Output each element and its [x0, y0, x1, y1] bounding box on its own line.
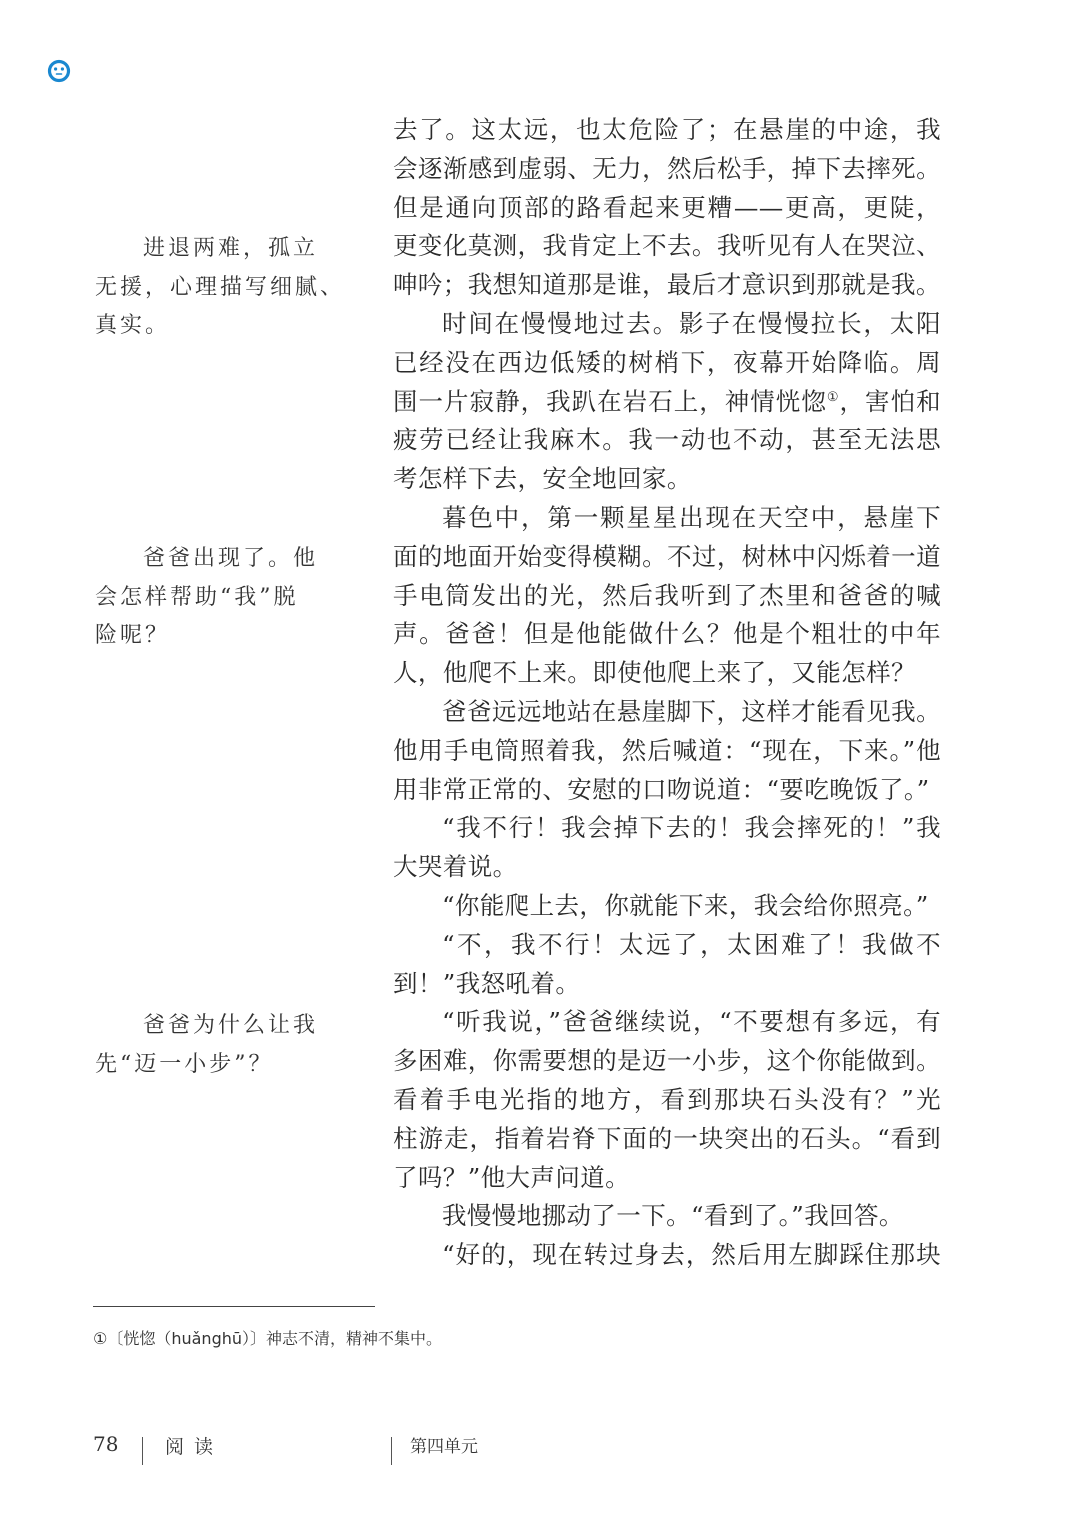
text-line-content: 多困难，你需要想的是迈一小步，这个你能做到。: [393, 1046, 941, 1076]
text-line: [393, 189, 941, 228]
text-line-content: 了吗？”他大声问道。: [393, 1162, 631, 1192]
text-line-content: 考怎样下去，安全地回家。: [393, 464, 692, 494]
text-line-content: 人，他爬不上来。即使他爬上来了，又能怎样？: [393, 658, 916, 688]
text-line: [393, 111, 941, 150]
margin-note-line: 真实。: [95, 313, 171, 338]
text-line: [393, 460, 941, 499]
page-number: 78: [93, 1432, 119, 1456]
text-line-content: ，害怕和: [839, 386, 941, 416]
text-line: [393, 1081, 941, 1120]
text-line-content: 暮色中，第一颗星星出现在天空中，悬崖下: [442, 502, 941, 532]
footer-unit-title: 第四单元: [410, 1437, 478, 1457]
text-line-content: 爸爸远远地站在悬崖脚下，这样才能看见我。: [442, 696, 941, 726]
text-line-content: 更变化莫测，我肯定上不去。我听见有人在哭泣、: [393, 231, 941, 261]
text-line-content: 时间在慢慢地过去。影子在慢慢拉长，太阳: [442, 308, 941, 338]
footer-section-title: 阅读: [165, 1436, 224, 1458]
text-line-content: 到！”我怒吼着。: [393, 968, 581, 998]
footer-separator: [391, 1437, 392, 1465]
text-line: [393, 499, 941, 538]
footnote: ①〔恍惚（huǎnghū）〕神志不清，精神不集中。: [93, 1329, 443, 1348]
text-line: [393, 266, 941, 305]
text-line-content: 会逐渐感到虚弱、无力，然后松手，掉下去摔死。: [393, 153, 941, 183]
text-line-content: 围一片寂静，我趴在岩石上，神情恍惚: [393, 386, 827, 416]
text-line: [393, 965, 941, 1004]
text-line: [393, 1003, 941, 1042]
text-line: [393, 771, 941, 810]
text-line-content: 用非常正常的、安慰的口吻说道：“要吃晚饭了。”: [393, 774, 930, 804]
margin-note-line: 险呢？: [95, 623, 171, 648]
text-line: [393, 227, 941, 266]
text-line: [393, 732, 941, 771]
margin-note: [95, 540, 327, 656]
text-line: [393, 577, 941, 616]
text-line: [393, 848, 941, 887]
main-text-body: [393, 111, 941, 1275]
text-line-content: “听我说，”爸爸继续说，“不要想有多远，有: [442, 1007, 941, 1037]
margin-note-line: 进退两难，孤立: [143, 236, 319, 261]
margin-note-line: 先“迈一小步”？: [95, 1051, 274, 1077]
text-line: [393, 421, 941, 460]
text-line: [393, 150, 941, 189]
text-line-content: 疲劳已经让我麻木。我一动也不动，甚至无法思: [393, 425, 941, 455]
text-line-content: 柱游走，指着岩脊下面的一块突出的石头。“看到: [393, 1123, 941, 1153]
text-line-content: 手电筒发出的光，然后我听到了杰里和爸爸的喊: [393, 580, 941, 610]
text-line-content: 我慢慢地挪动了一下。“看到了。”我回答。: [442, 1201, 904, 1231]
footnote-divider: [93, 1306, 375, 1307]
text-line-content: 呻吟；我想知道那是谁，最后才意识到那就是我。: [393, 270, 941, 300]
margin-note: [95, 1007, 327, 1084]
margin-note-line: 无援，心理描写细腻、: [95, 274, 346, 300]
text-line: [393, 887, 941, 926]
text-line-content: 面的地面开始变得模糊。不过，树林中闪烁着一道: [393, 541, 941, 571]
text-line: [393, 344, 941, 383]
footer-separator: [142, 1437, 143, 1465]
text-line: [393, 1197, 941, 1236]
footnote-marker: ①: [826, 389, 840, 405]
margin-note-line: 爸爸为什么让我: [143, 1013, 319, 1038]
text-line-content: “你能爬上去，你就能下来，我会给你照亮。”: [442, 890, 929, 920]
text-line-content: 看着手电光指的地方，看到那块石头没有？”光: [393, 1084, 941, 1114]
text-line-content: 大哭着说。: [393, 852, 518, 882]
text-line: [393, 1042, 941, 1081]
text-line-content: “好的，现在转过身去，然后用左脚踩住那块: [442, 1240, 941, 1270]
margin-note-line: 爸爸出现了。他: [143, 546, 319, 571]
text-line-content: “我不行！我会掉下去的！我会摔死的！”我: [442, 813, 941, 843]
text-line-content: 声。爸爸！但是他能做什么？他是个粗壮的中年: [393, 619, 941, 649]
text-line-content: 已经没在西边低矮的树梢下，夜幕开始降临。周: [393, 347, 941, 377]
text-line-content: 去了。这太远，也太危险了；在悬崖的中途，我: [393, 115, 941, 144]
text-line-content: 但是通向顶部的路看起来更糟——更高，更陡，: [393, 192, 941, 222]
text-line: [393, 693, 941, 732]
margin-note: [95, 230, 346, 346]
margin-note-line: 会怎样帮助“我”脱: [95, 584, 299, 610]
text-line: [393, 615, 941, 654]
text-line: [393, 809, 941, 848]
text-line: [393, 538, 941, 577]
text-line-content: “不，我不行！太远了，太困难了！我做不: [442, 929, 941, 959]
text-line: [393, 1120, 941, 1159]
smiley-face-icon: [47, 59, 71, 83]
text-line: [393, 305, 941, 344]
text-line: [393, 383, 941, 422]
text-line-content: 他用手电筒照着我，然后喊道：“现在，下来。”他: [393, 735, 941, 765]
text-line: [393, 1236, 941, 1275]
text-line: [393, 1159, 941, 1198]
text-line: [393, 654, 941, 693]
text-line: [393, 926, 941, 965]
